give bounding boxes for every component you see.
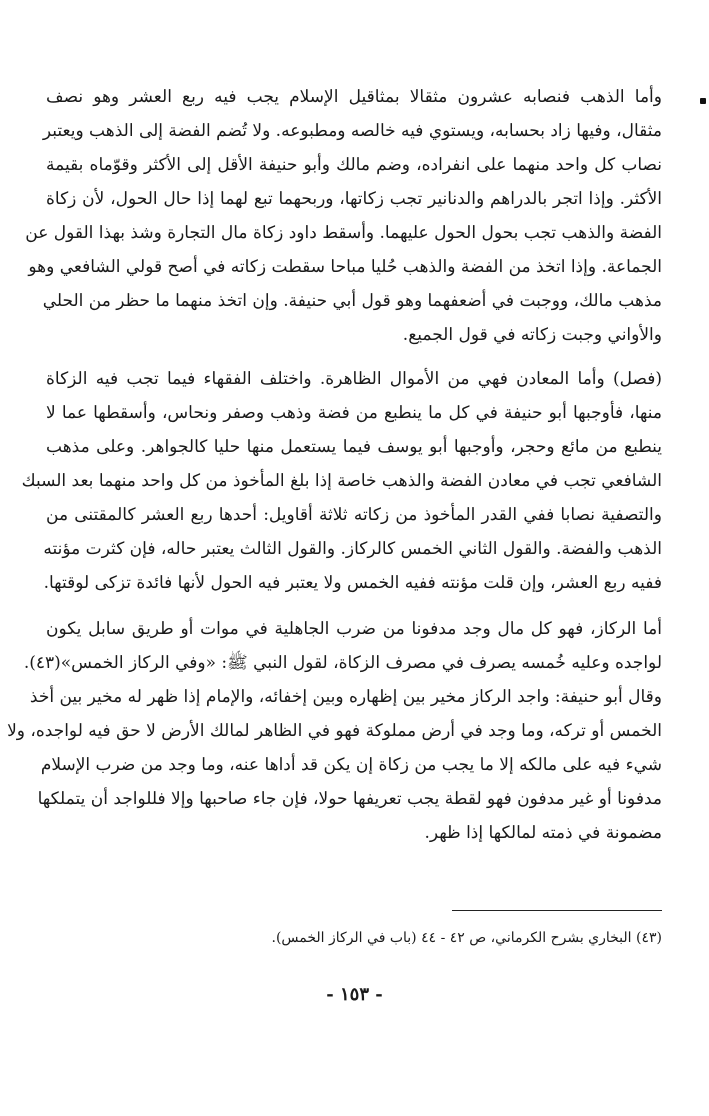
text-line: الفضة والذهب تجب بحول الحول عليهما. وأسقط داود زكاة مال التجارة وشذ بهذا القول عن — [25, 223, 662, 243]
text-line: (فصل) وأما المعادن فهي من الأموال الظاهرة. واختلف الفقهاء فيما تجب فيه الزكاة — [46, 369, 662, 389]
paragraph-minerals-section — [21, 362, 662, 600]
text-line: لواجده وعليه خُمسه يصرف في مصرف الزكاة، لقول النبي ﷺ: «وفي الركاز الخمس»(٤٣). — [23, 653, 662, 673]
text-line: أما الركاز، فهو كل مال وجد مدفونا من ضرب الجاهلية في موات أو طريق سابل يكون — [46, 619, 662, 639]
text-line: الشافعي تجب في معادن الفضة والذهب خاصة إذا بلغ المأخوذ من كل واحد منهما بعد السبك — [21, 471, 662, 491]
margin-bullet-mark — [700, 98, 706, 104]
text-line: مضمونة في ذمته لمالكها إذا ظهر. — [424, 823, 662, 843]
text-line: منها، فأوجبها أبو حنيفة في كل ما ينطبع من فضة وذهب وصفر ونحاس، وأسقطها عما لا — [46, 403, 662, 423]
text-line: مدفونا أو غير مدفون فهو لقطة يجب تعريفها حولا، فإن جاء صاحبها وإلا فللواجد أن يتملكها — [37, 789, 662, 809]
text-line: والتصفية نصابا ففي القدر المأخوذ من زكاته ثلاثة أقاويل: أحدها ربع العشر كالمقتنى من — [46, 505, 662, 525]
text-line: نصاب كل واحد منهما على انفراده، وضم مالك وأبو حنيفة الأقل إلى الأكثر وقوّماه بقيمة — [46, 155, 662, 175]
text-line: شيء فيه على مالكه إلا ما يجب من زكاة إن يكن قد أداها عنه، وما وجد من ضرب الإسلام — [40, 755, 662, 775]
paragraph-gold-zakat — [25, 80, 662, 352]
text-line: وأما الذهب فنصابه عشرون مثقالا بمثاقيل الإسلام يجب فيه ربع العشر وهو نصف — [46, 87, 662, 107]
text-line: مذهب مالك، ووجبت في أضعفهما وهو قول أبي حنيفة. وإن اتخذ منهما ما حظر من الحلي — [42, 291, 662, 311]
text-line: مثقال، وفيها زاد بحسابه، ويستوي فيه خالصه ومطبوعه. ولا تُضم الفضة إلى الذهب ويعتبر — [42, 121, 662, 141]
text-line: الجماعة. وإذا اتخذ من الفضة والذهب حُليا مباحا سقطت زكاته في أصح قولي الشافعي وهو — [28, 257, 662, 277]
text-line: الخمس أو تركه، وما وجد في أرض مملوكة فهو في الظاهر لمالك الأرض لا حق فيه لواجده، ولا — [7, 721, 662, 741]
text-line: ينطبع من مائع وحجر، وأوجبها أبو يوسف فيما يستعمل منها حليا كالجواهر. وعلى مذهب — [46, 437, 662, 457]
text-line: الأكثر. وإذا اتجر بالدراهم والدنانير تجب زكاتها، وربحهما تبع لهما إذا حال الحول، لأن زكاة — [46, 189, 662, 209]
text-line: الذهب والفضة. والقول الثاني الخمس كالركاز. والقول الثالث يعتبر حاله، فإن كثرت مؤنته — [43, 539, 662, 559]
footnote-43: (٤٣) البخاري بشرح الكرماني، ص ٤٢ - ٤٤ (باب في الركاز الخمس). — [271, 930, 662, 946]
footnote-divider — [452, 910, 662, 911]
text-line: والأواني وجبت زكاته في قول الجميع. — [402, 325, 662, 345]
text-line: وقال أبو حنيفة: واجد الركاز مخير بين إظهاره وبين إخفائه، والإمام إذا ظهر له مخير بين أخذ — [29, 687, 662, 707]
text-line: ففيه ربع العشر، وإن قلت مؤنته ففيه الخمس ولا يعتبر فيه الحول لأنها فائدة تزكى لوقتها. — [43, 573, 662, 593]
page-number: - ١٥٣ - — [326, 984, 383, 1005]
paragraph-rikaz-treasure — [7, 612, 662, 850]
